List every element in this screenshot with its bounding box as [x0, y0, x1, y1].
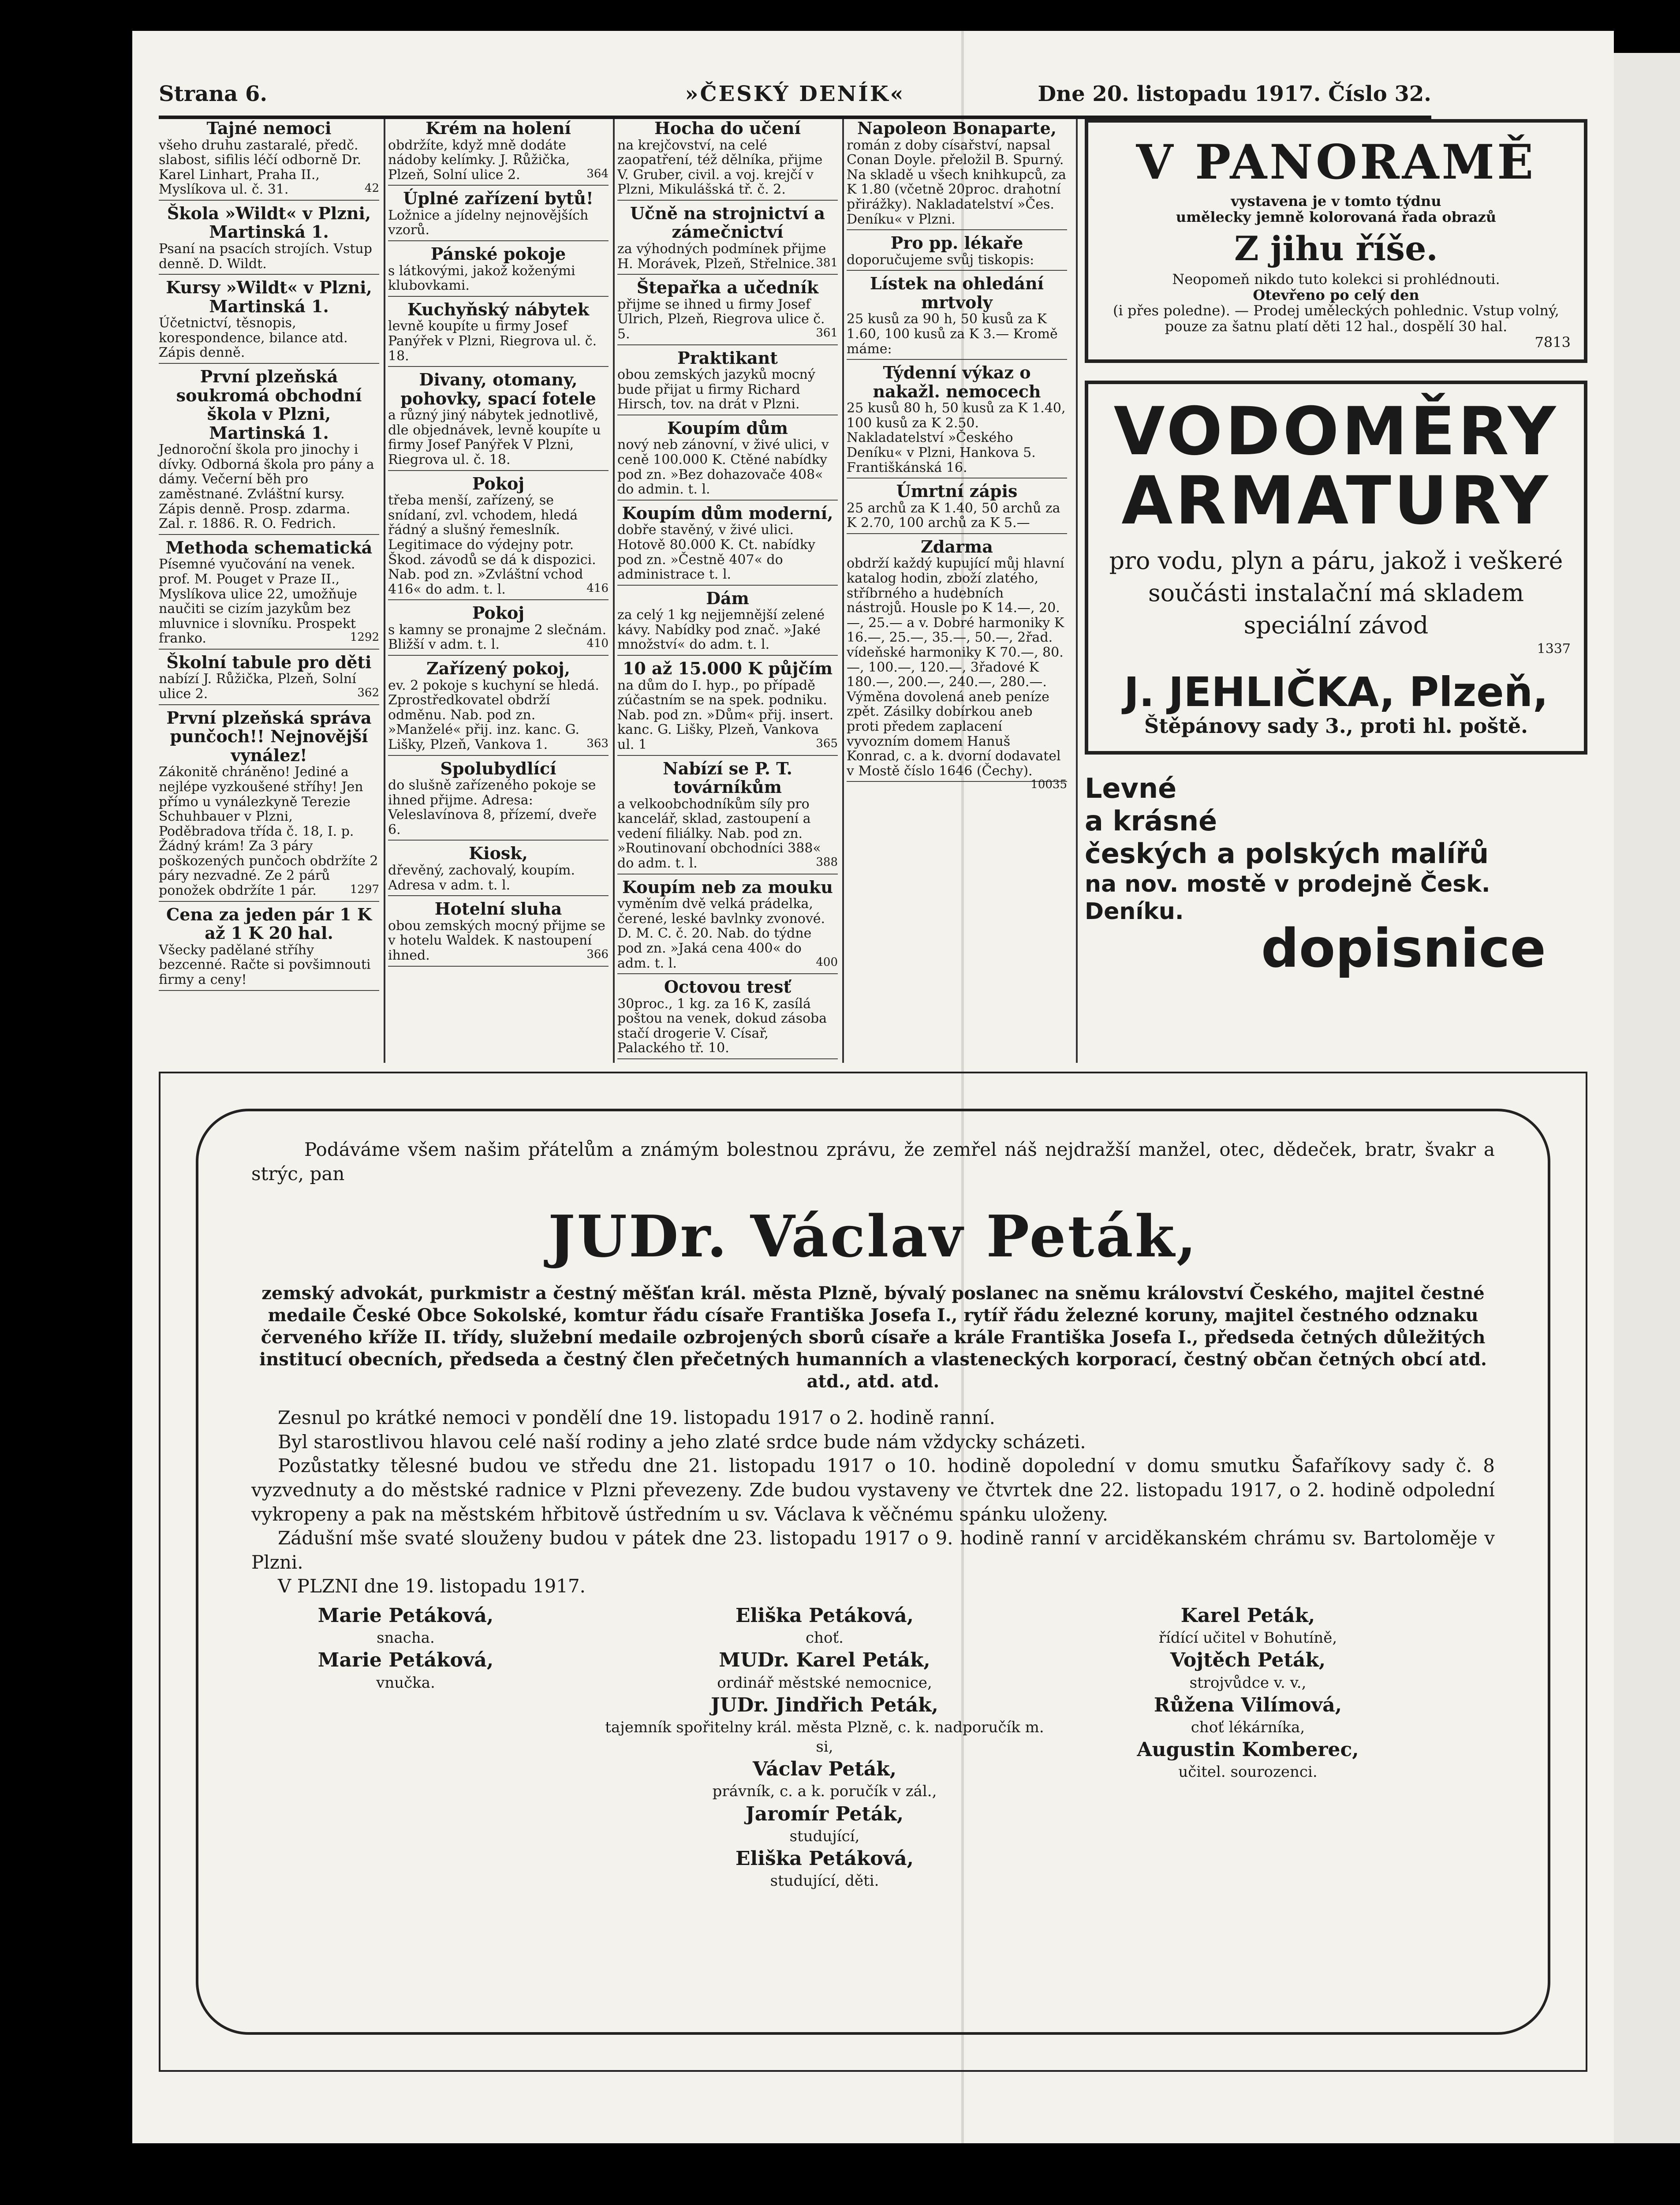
ad-number: 1337: [1537, 641, 1571, 657]
panorama-line: Otevřeno po celý den: [1253, 286, 1419, 303]
classified-ad: [388, 300, 609, 367]
ad-text: Ložnice a jídelny nejnovějších vzorů.: [388, 207, 589, 238]
panorama-line: vystavena je v tomto týdnu: [1231, 192, 1441, 209]
classified-ad: [847, 274, 1067, 360]
ads-column-2: [388, 119, 609, 1063]
classified-ad: [847, 119, 1067, 230]
ad-heading: Pro pp. lékaře: [890, 233, 1023, 253]
ad-heading: Octovou tresť: [664, 977, 791, 997]
classified-ad: [617, 419, 838, 501]
mourner-role: snacha.: [377, 1629, 435, 1647]
mourners-center: [604, 1603, 1045, 1891]
ad-text: dobře stavěný, v živé ulici. Hotově 80.000 K. Ct. nabídky pod zn. »Čestně 407« do administrace t. l.: [617, 522, 815, 583]
mourner-role: tajemník spořitelny král. města Plzně, c. k. nadporučík m. si,: [605, 1718, 1044, 1756]
classified-ad: [617, 204, 838, 275]
dopisnice-line: na nov. mostě v prodejně Česk. Deníku.: [1085, 871, 1490, 925]
panorama-line: Neopomeň nikdo tuto kolekci si prohlédnouti.: [1172, 270, 1500, 288]
mourner-name: Václav Peták,: [752, 1758, 897, 1781]
dopisnice-line: a krásné: [1085, 805, 1217, 837]
ad-number: 381: [816, 256, 838, 269]
ad-heading: Hocha do učení: [654, 118, 801, 138]
classified-ad: [388, 659, 609, 756]
dopisnice-big: dopisnice: [1261, 918, 1546, 979]
panorama-title: V PANORAMĚ: [1136, 135, 1536, 190]
ad-text: a různý jiný nábytek jednotlivě, dle objednávek, levně koupíte u firmy Josef Panýřek V Plzni, Riegrova ul. č. 18.: [388, 407, 601, 467]
ad-heading: Pokoj: [472, 473, 525, 493]
ad-number: 363: [586, 736, 609, 750]
mourner-role: ordinář městské nemocnice,: [717, 1674, 932, 1692]
ad-text: obdrží každý kupující můj hlavní katalog hodin, zboží zlatého, stříbrného a hudebních nástrojů. Housle po K 14.—, 20.—, 25.— a v. Dobré harmoniky K 16.—, 25.—, 35.—, 50.—, 2řad. vídeňské harmoniky K 70.—, 80.—, 100.—, 120.—, 3řadové K 180.—, 200.—, 240.—, 280.—. Výměna dovolená aneb peníze zpět. Zásilky dobírkou aneb proti předem zaplacení vyvozním domem Hanuš Konrad, c. a k. dvorní dodavatel v Mostě číslo 1646 (Čechy).: [847, 556, 1064, 779]
classified-ad: [617, 349, 838, 415]
ad-text: třeba menší, zařízený, se snídaní, zvl. vchodem, hledá řádný a slušný řemeslník. Legitimace do výdejny potr. Škod. závodů se dá k dispozici. Nab. pod zn. »Zvláštní vchod 416« do adm. t. l.: [388, 493, 596, 597]
dopisnice-line: Levné: [1085, 772, 1177, 804]
vodomery-ad: [1085, 381, 1587, 755]
ad-heading: Týdenní výkaz o nakažl. nemocech: [873, 363, 1041, 401]
ad-heading: Škola »Wildt« v Plzni, Martinská 1.: [167, 203, 371, 242]
classified-ad: [159, 709, 379, 902]
dopisnice-line: českých a polských malířů: [1085, 837, 1489, 870]
column-divider: [1076, 119, 1078, 1063]
mourner-role: právník, c. a k. poručík v zál.,: [712, 1783, 937, 1801]
ad-heading: Dám: [706, 588, 749, 608]
classified-ad: [388, 759, 609, 841]
ad-text: román z doby císařství, napsal Conan Doyle. přeložil B. Spurný. Na skladě u všech knihkupců, za K 1.80 (včetně 20proc. drahotní přirážky). Nakladatelství »Čes. Deníku« v Plzni.: [847, 137, 1066, 227]
column-divider: [613, 119, 615, 1063]
ad-heading: Cena za jeden pár 1 K až 1 K 20 hal.: [166, 904, 372, 943]
ad-heading: Kursy »Wildt« v Plzni, Martinská 1.: [166, 277, 372, 316]
vodomery-firm: J. JEHLIČKA, Plzeň,: [1124, 669, 1549, 716]
ad-text: Zákonitě chráněno! Jediné a nejlépe vyzkoušené stříhy! Jen přímo u vynálezkyně Terezie Schuhbauer v Plzni, Poděbradova třída č. 18, I. p. Žádný krám! Za 3 páry poškozených punčoch obdržíte 2 páry nezvadné. Ze 2 párů ponožek obdržíte 1 pár.: [159, 764, 378, 899]
mourner-role: vnučka.: [376, 1674, 435, 1692]
ad-heading: Lístek na ohledání mrtvoly: [870, 273, 1044, 312]
ad-text: Účetnictví, těsnopis, korespondence, bilance atd. Zápis denně.: [159, 315, 348, 361]
ad-text: vyměním dvě velká prádelka, čerené, leské bavlnky zvonové. D. M. C. č. 20. Nab. do týdne pod zn. »Jaká cena 400« do adm. t. l.: [617, 896, 825, 971]
mourner-name: Vojtěch Peták,: [1170, 1649, 1326, 1672]
mourner-name: Jaromír Peták,: [745, 1802, 904, 1825]
classified-ad: [388, 604, 609, 656]
mourner-name: Eliška Petáková,: [735, 1847, 914, 1870]
mourner-name: Karel Peták,: [1180, 1604, 1315, 1627]
classified-ad: [847, 536, 1067, 792]
classified-ad: [617, 659, 838, 756]
ad-text: obou zemských jazyků mocný bude přijat u firmy Richard Hirsch, tov. na drát v Plzni.: [617, 367, 815, 412]
ad-text: 25 kusů za 90 h, 50 kusů za K 1.60, 100 kusů za K 3.— Kromě máme:: [847, 311, 1058, 357]
ad-heading: Napoleon Bonaparte,: [857, 118, 1057, 138]
obituary-frame: [159, 1072, 1587, 2072]
vodomery-title: VODOMĚRY: [1113, 393, 1559, 470]
ad-heading: První plzeňská soukromá obchodní škola v Plzni, Martinská 1.: [176, 366, 362, 443]
deceased-titles: zemský advokát, purkmistr a čestný měšťan král. města Plzně, bývalý poslanec na sněmu království Českého, majitel čestné medaile České Obce Sokolské, komtur řádu císaře Františka Josefa I., rytíř řádu železné koruny, majitel čestného odznaku červeného kříže II. třídy, služební medaile ozbrojených sborů císaře a krále Františka Josefa I., předseda četných důležitých institucí obecních, předseda a čestný člen přečetných humanních a vlasteneckých korporací, čestný občan četných obcí atd. atd., atd. atd.: [259, 1283, 1487, 1392]
dopisnice-ad: [1085, 772, 1587, 926]
ad-text: nabízí J. Růžička, Plzeň, Solní ulice 2.: [159, 671, 356, 702]
ad-text: a velkoobchodníkům síly pro kancelář, sklad, zastoupení a vedení filiálky. Nab. pod zn. »Routinovaní obchodníci 388« do adm. t. l.: [617, 796, 821, 871]
page-number: Strana 6.: [159, 82, 268, 106]
ads-column-1: [159, 119, 379, 1063]
ad-number: 388: [816, 856, 838, 869]
ad-heading: Koupím neb za mouku: [622, 877, 833, 897]
ad-heading: Kiosk,: [469, 843, 528, 863]
ad-heading: Kuchyňský nábytek: [407, 299, 590, 319]
mourner-name: JUDr. Jindřich Peták,: [711, 1693, 938, 1716]
issue-date: Dne 20. listopadu 1917. Číslo 32.: [1038, 82, 1431, 106]
ad-heading: Úplné zařízení bytů!: [403, 188, 594, 209]
classified-ad: [388, 119, 609, 186]
mourner-name: Augustin Komberec,: [1137, 1738, 1359, 1761]
ad-text: Písemné vyučování na venek. prof. M. Pouget v Praze II., Myslíkova ulice 22, umožňuje naučiti se cizím jazykům bez mluvnice i slovníku. Prospekt franko.: [159, 557, 358, 647]
classified-ad: [159, 538, 379, 650]
ad-number: 362: [357, 686, 379, 700]
classified-ad: [159, 653, 379, 705]
mourners-left: [251, 1603, 560, 1693]
ad-heading: Praktikant: [677, 348, 778, 368]
ad-number: 1292: [350, 631, 379, 644]
mourner-role: učitel. sourozenci.: [1178, 1763, 1318, 1781]
classified-ad: [617, 589, 838, 656]
ad-number: 410: [586, 637, 609, 650]
panorama-subtitle: Z jihu říše.: [1234, 228, 1438, 268]
deceased-name: JUDr. Václav Peták,: [548, 1203, 1198, 1271]
classified-ad: [159, 278, 379, 364]
ads-column-4: [847, 119, 1067, 1063]
ad-heading: Tajné nemoci: [206, 118, 332, 138]
mourner-role: studující,: [789, 1827, 860, 1845]
mourner-name: Eliška Petáková,: [735, 1604, 914, 1627]
obituary-place-date: V PLZNI dne 19. listopadu 1917.: [278, 1575, 586, 1597]
mourners-right: [1080, 1603, 1415, 1782]
ad-text: s kamny se pronajme 2 slečnám. Bližší v adm. t. l.: [388, 622, 607, 653]
classified-ad: [847, 363, 1067, 478]
masthead: »ČESKÝ DENÍK«: [685, 82, 905, 106]
mourner-role: řídící učitel v Bohutíně,: [1158, 1629, 1337, 1647]
ad-text: za výhodných podmínek přijme H. Morávek, Plzeň, Střelnice.: [617, 241, 826, 272]
ad-text: obou zemských mocný přijme se v hotelu Waldek. K nastoupení ihned.: [388, 918, 605, 963]
ad-number: 1297: [350, 883, 379, 897]
classified-ad: [159, 204, 379, 275]
ad-heading: Pánské pokoje: [430, 244, 566, 264]
ad-number: 10035: [1030, 778, 1067, 792]
ad-heading: 10 až 15.000 K půjčím: [622, 658, 833, 679]
classified-ad: [388, 189, 609, 241]
classified-ad: [617, 119, 838, 201]
panorama-ad: [1085, 119, 1587, 363]
ad-heading: První plzeňská správa punčoch!! Nejnovější vynález!: [166, 707, 372, 765]
classified-ad: [617, 878, 838, 975]
ad-heading: Hotelní sluha: [434, 899, 562, 919]
obituary-intro: Podáváme všem našim přátelům a známým bolestnou zprávu, že zemřel náš nejdražší manžel, otec, dědeček, bratr, švakr a strýc, pan: [251, 1139, 1495, 1185]
ad-heading: Koupím dům moderní,: [622, 503, 833, 523]
ad-heading: Školní tabule pro děti: [166, 652, 372, 672]
obituary-paragraph: Byl starostlivou hlavou celé naší rodiny a jeho zlaté srdce bude nám vždycky scházeti.: [278, 1431, 1086, 1453]
classified-ad: [159, 367, 379, 535]
mourner-name: Růžena Vilímová,: [1154, 1693, 1342, 1716]
ad-text: za celý 1 kg nejjemnější zelené kávy. Nabídky pod znač. »Jaké množství« do adm. t. l.: [617, 607, 825, 653]
classified-ad: [847, 482, 1067, 534]
ad-text: levně koupíte u firmy Josef Panýřek v Plzni, Riegrova ul. č. 18.: [388, 318, 597, 364]
ad-text: přijme se ihned u firmy Josef Ulrich, Plzeň, Riegrova ulice č. 5.: [617, 296, 825, 342]
column-divider: [842, 119, 844, 1063]
ad-text: doporučujeme svůj tiskopis:: [847, 252, 1034, 268]
ad-number: 366: [586, 947, 609, 961]
ad-number: 364: [586, 167, 609, 180]
ad-text: ev. 2 pokoje s kuchyní se hledá. Zprostředkovatel obdrží odměnu. Nab. pod zn. »Manželé« přij. inz. kanc. G. Lišky, Plzeň, Vankova 1.: [388, 677, 599, 752]
mourner-role: studující, děti.: [770, 1872, 879, 1890]
ad-text: 25 kusů 80 h, 50 kusů za K 1.40, 100 kusů za K 2.50. Nakladatelství »Českého Deníku« v Plzni, Hankova 5. Františkánská 16.: [847, 400, 1066, 475]
ad-text: Jednoroční škola pro jinochy i dívky. Odborná škola pro pány a dámy. Večerní běh pro zaměstnané. Zvláštní kursy. Zápis denně. Prosp. zdarma. Zal. r. 1886. R. O. Fedrich.: [159, 442, 374, 532]
ad-heading: Nabízí se P. T. továrníkům: [663, 758, 792, 797]
mourner-role: choť lékárníka,: [1191, 1718, 1305, 1736]
ad-heading: Methoda schematická: [165, 537, 373, 557]
classified-ad: [388, 844, 609, 896]
ad-number: 42: [364, 182, 379, 195]
ad-text: na krejčovství, na celé zaopatření, též dělníka, přijme V. Gruber, civil. a voj. krejčí v Plzni, Mikulášská tř. č. 2.: [617, 137, 823, 198]
ad-heading: Štepařka a učedník: [636, 277, 819, 298]
classified-ad: [388, 370, 609, 471]
panorama-line: umělecky jemně kolorovaná řada obrazů: [1176, 208, 1497, 225]
ad-text: všeho druhu zastaralé, předč. slabost, sifilis léčí odborně Dr. Karel Linhart, Praha II., Myslíkova ul. č. 31.: [159, 137, 362, 198]
ad-number: 365: [816, 736, 838, 750]
classified-ad: [159, 905, 379, 991]
ad-text: dřevěný, zachovalý, koupím. Adresa v adm. t. l.: [388, 863, 575, 893]
ads-column-3: [617, 119, 838, 1063]
ad-text: do slušně zařízeného pokoje se ihned přijme. Adresa: Veleslavínova 8, přízemí, dveře 6.: [388, 777, 597, 837]
obituary-notice: [196, 1109, 1550, 2035]
ad-number: 416: [586, 581, 609, 595]
armatury-title: ARMATURY: [1121, 463, 1551, 540]
obituary-paragraph: Zesnul po krátké nemoci v pondělí dne 19. listopadu 1917 o 2. hodině ranní.: [278, 1407, 995, 1429]
ad-number: 7813: [1534, 334, 1571, 351]
mourner-name: Marie Petáková,: [317, 1649, 494, 1672]
ad-heading: Učně na strojnictví a zámečnictví: [630, 203, 825, 242]
classified-ad: [617, 759, 838, 875]
ad-text: 30proc., 1 kg. za 16 K, zasílá poštou na venek, dokud zásoba stačí drogerie V. Císař, Palackého tř. 10.: [617, 996, 827, 1056]
classified-ad: [617, 278, 838, 345]
ad-heading: Pokoj: [472, 603, 525, 623]
classified-ad: [159, 119, 379, 201]
mourner-name: Marie Petáková,: [317, 1604, 494, 1627]
ad-heading: Koupím dům: [667, 418, 788, 438]
classified-ad: [847, 234, 1067, 271]
classified-ad: [388, 900, 609, 966]
vodomery-address: Štěpánovy sady 3., proti hl. poště.: [1144, 714, 1528, 738]
ad-number: 400: [816, 955, 838, 969]
obituary-paragraph: Zádušní mše svaté slouženy budou v pátek dne 23. listopadu 1917 o 9. hodině ranní v arciděkanském chrámu sv. Bartoloměje v Plzni.: [251, 1527, 1495, 1573]
ad-number: 361: [816, 326, 838, 340]
ad-heading: Úmrtní zápis: [896, 481, 1018, 501]
ad-heading: Krém na holení: [426, 118, 571, 138]
ad-heading: Spolubydlící: [440, 758, 556, 778]
mourners-list: [251, 1603, 1495, 2000]
ad-text: obdržíte, když mně dodáte nádoby kelímky. J. Růžička, Plzeň, Solní ulice 2.: [388, 137, 570, 183]
obituary-paragraph: Pozůstatky tělesné budou ve středu dne 21. listopadu 1917 o 10. hodině dopolední v domu smutku Šafaříkovy sady č. 8 vyzvednuty a do městské radnice v Plzni převezeny. Zde budou vystaveny ve čtvrtek dne 22. listopadu 1917, o 2. hodině odpolední vykropeny a pak na městském hřbitově ústředním u sv. Václava k věčnému spánku uloženy.: [251, 1455, 1495, 1525]
mourner-role: choť.: [806, 1629, 844, 1647]
ad-text: nový neb zánovní, v živé ulici, v ceně 100.000 K. Ctěné nabídky pod zn. »Bez dohazovače 408« do admin. t. l.: [617, 437, 829, 497]
ad-text: 25 archů za K 1.40, 50 archů za K 2.70, 100 archů za K 5.—: [847, 500, 1060, 531]
ad-text: Psaní na psacích strojích. Vstup denně. D. Wildt.: [159, 241, 372, 272]
ad-heading: Zdarma: [921, 536, 993, 557]
ad-text: s látkovými, jakož koženými klubovkami.: [388, 263, 575, 294]
ad-text: na dům do I. hyp., po případě zúčastním se na spek. podniku. Nab. pod zn. »Dům« přij. insert. kanc. G. Lišky, Plzeň, Vankova ul. 1: [617, 677, 834, 752]
classified-ad: [617, 978, 838, 1059]
vodomery-body: pro vodu, plyn a páru, jakož i veškeré součásti instalační má skladem speciální závod: [1109, 546, 1563, 639]
adjacent-page-edge: [1614, 53, 1680, 2143]
ad-heading: Zařízený pokoj,: [426, 658, 571, 679]
ad-text: Všecky padělané stříhy bezcenné. Račte si povšimnouti firmy a ceny!: [159, 942, 371, 987]
mourner-role: strojvůdce v. v.,: [1189, 1674, 1307, 1692]
mourner-name: MUDr. Karel Peták,: [719, 1649, 930, 1672]
classified-ad: [388, 245, 609, 297]
classified-ad: [388, 475, 609, 601]
panorama-line: (i přes poledne). — Prodej uměleckých pohlednic. Vstup volný, pouze za šatnu platí děti 12 hal., dospělí 30 hal.: [1113, 302, 1559, 335]
column-divider: [384, 119, 385, 1063]
ad-heading: Divany, otomany, pohovky, spací fotele: [400, 370, 596, 408]
classified-ad: [617, 504, 838, 586]
